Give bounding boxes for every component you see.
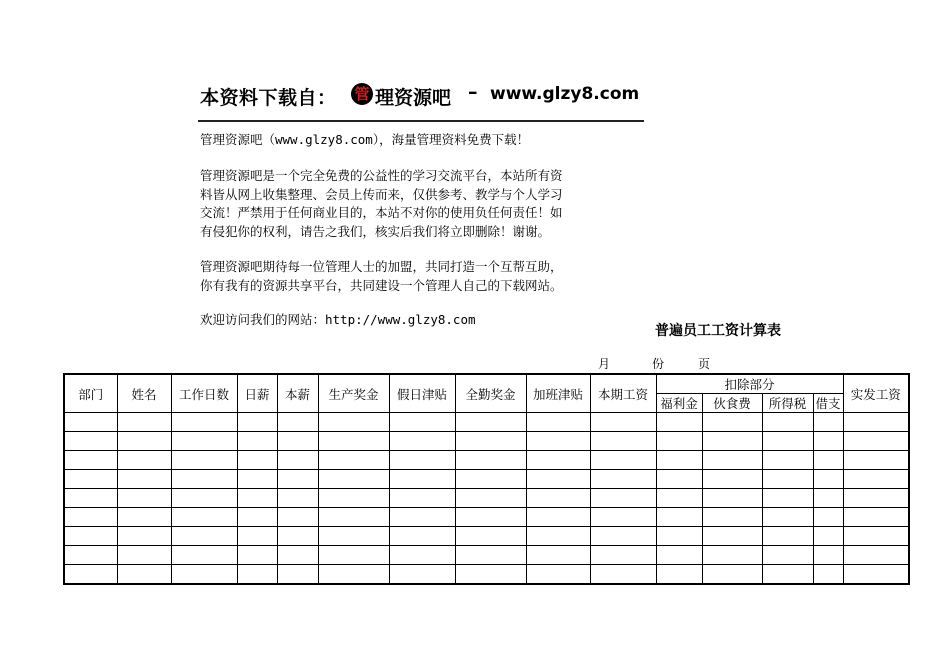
table-cell[interactable] bbox=[318, 527, 389, 546]
wage-table-body bbox=[64, 413, 909, 585]
table-cell[interactable] bbox=[590, 432, 656, 451]
table-cell[interactable] bbox=[389, 508, 455, 527]
table-cell[interactable] bbox=[455, 413, 526, 432]
table-cell[interactable] bbox=[762, 527, 813, 546]
table-cell[interactable] bbox=[526, 413, 590, 432]
table-cell[interactable] bbox=[455, 527, 526, 546]
table-cell[interactable] bbox=[843, 470, 909, 489]
table-cell[interactable] bbox=[843, 451, 909, 470]
table-cell[interactable] bbox=[702, 470, 762, 489]
table-cell[interactable] bbox=[702, 508, 762, 527]
intro-text: 管理资源吧（www.glzy8.com），海量管理资料免费下载！ bbox=[200, 132, 530, 147]
table-cell[interactable] bbox=[117, 470, 171, 489]
table-cell[interactable] bbox=[656, 565, 702, 585]
table-cell[interactable] bbox=[762, 470, 813, 489]
table-cell[interactable] bbox=[277, 432, 318, 451]
table-cell[interactable] bbox=[843, 413, 909, 432]
download-banner bbox=[198, 80, 644, 110]
table-cell[interactable] bbox=[277, 489, 318, 508]
table-cell[interactable] bbox=[813, 432, 843, 451]
logo-char: 管 bbox=[354, 85, 370, 103]
table-cell[interactable] bbox=[590, 546, 656, 565]
invite-line: 管理资源吧期待每一位管理人士的加盟，共同打造一个互帮互助， bbox=[200, 259, 563, 274]
table-cell[interactable] bbox=[117, 413, 171, 432]
table-cell[interactable] bbox=[455, 508, 526, 527]
table-cell[interactable] bbox=[389, 413, 455, 432]
table-cell[interactable] bbox=[813, 546, 843, 565]
table-cell[interactable] bbox=[590, 527, 656, 546]
sheet-title: 普遍员工工资计算表 bbox=[655, 323, 781, 339]
table-cell[interactable] bbox=[64, 508, 117, 527]
table-cell[interactable] bbox=[843, 508, 909, 527]
table-cell[interactable] bbox=[813, 489, 843, 508]
table-cell[interactable] bbox=[813, 527, 843, 546]
table-cell[interactable] bbox=[762, 413, 813, 432]
table-cell[interactable] bbox=[762, 432, 813, 451]
table-cell[interactable] bbox=[277, 508, 318, 527]
banner-divider bbox=[198, 120, 644, 122]
table-cell[interactable] bbox=[389, 527, 455, 546]
table-cell[interactable] bbox=[656, 489, 702, 508]
table-cell[interactable] bbox=[702, 565, 762, 585]
table-cell[interactable] bbox=[843, 432, 909, 451]
table-cell[interactable] bbox=[656, 432, 702, 451]
disclaimer-line: 管理资源吧是一个完全免费的公益性的学习交流平台，本站所有资 bbox=[200, 168, 563, 183]
header-deductions: 扣除部分 bbox=[656, 374, 843, 394]
table-cell[interactable] bbox=[389, 451, 455, 470]
page-label: 页 bbox=[698, 357, 711, 371]
table-cell[interactable] bbox=[590, 470, 656, 489]
table-cell[interactable] bbox=[656, 546, 702, 565]
table-cell[interactable] bbox=[64, 565, 117, 585]
table-cell[interactable] bbox=[171, 470, 237, 489]
table-cell[interactable] bbox=[843, 546, 909, 565]
table-cell[interactable] bbox=[389, 565, 455, 585]
table-cell[interactable] bbox=[117, 508, 171, 527]
table-cell[interactable] bbox=[455, 451, 526, 470]
table-cell[interactable] bbox=[813, 508, 843, 527]
table-row bbox=[64, 451, 909, 470]
invite-line: 你有我有的资源共享平台，共同建设一个管理人自己的下载网站。 bbox=[200, 277, 563, 293]
table-cell[interactable] bbox=[656, 451, 702, 470]
table-row bbox=[64, 527, 909, 546]
table-cell[interactable] bbox=[237, 489, 277, 508]
table-cell[interactable] bbox=[813, 470, 843, 489]
table-cell[interactable] bbox=[843, 565, 909, 585]
table-cell[interactable] bbox=[171, 565, 237, 585]
banner-title: 本资料下载自： bbox=[200, 87, 337, 109]
table-cell[interactable] bbox=[117, 432, 171, 451]
table-row bbox=[64, 546, 909, 565]
table-cell[interactable] bbox=[590, 451, 656, 470]
table-cell[interactable] bbox=[171, 508, 237, 527]
table-cell[interactable] bbox=[762, 489, 813, 508]
table-row bbox=[64, 508, 909, 527]
table-row bbox=[64, 489, 909, 508]
table-cell[interactable] bbox=[702, 451, 762, 470]
table-cell[interactable] bbox=[277, 413, 318, 432]
table-cell[interactable] bbox=[702, 432, 762, 451]
table-cell[interactable] bbox=[318, 470, 389, 489]
header-name: 姓名 bbox=[117, 374, 171, 413]
header-overtime-allowance: 加班津贴 bbox=[526, 374, 590, 413]
table-cell[interactable] bbox=[64, 432, 117, 451]
header-daily-wage: 日薪 bbox=[237, 374, 277, 413]
table-cell[interactable] bbox=[526, 527, 590, 546]
table-cell[interactable] bbox=[64, 489, 117, 508]
table-cell[interactable] bbox=[702, 546, 762, 565]
header-holiday-allowance: 假日津贴 bbox=[389, 374, 455, 413]
month-label: 月 bbox=[598, 357, 611, 371]
table-cell[interactable] bbox=[526, 546, 590, 565]
table-cell[interactable] bbox=[318, 508, 389, 527]
table-cell[interactable] bbox=[171, 527, 237, 546]
table-row bbox=[64, 565, 909, 585]
header-net-pay: 实发工资 bbox=[843, 374, 909, 413]
table-cell[interactable] bbox=[64, 413, 117, 432]
table-cell[interactable] bbox=[526, 451, 590, 470]
header-base-pay: 本薪 bbox=[277, 374, 318, 413]
table-cell[interactable] bbox=[389, 489, 455, 508]
table-cell[interactable] bbox=[117, 527, 171, 546]
invite-paragraph bbox=[200, 258, 650, 295]
table-cell[interactable] bbox=[656, 413, 702, 432]
table-cell[interactable] bbox=[237, 413, 277, 432]
brand-logo-icon bbox=[351, 83, 373, 105]
table-cell[interactable] bbox=[277, 527, 318, 546]
table-cell[interactable] bbox=[318, 546, 389, 565]
table-cell[interactable] bbox=[656, 470, 702, 489]
table-cell[interactable] bbox=[843, 489, 909, 508]
table-cell[interactable] bbox=[702, 527, 762, 546]
table-cell[interactable] bbox=[318, 413, 389, 432]
header-workdays: 工作日数 bbox=[171, 374, 237, 413]
table-cell[interactable] bbox=[277, 565, 318, 585]
table-cell[interactable] bbox=[318, 432, 389, 451]
table-cell[interactable] bbox=[455, 432, 526, 451]
table-cell[interactable] bbox=[389, 470, 455, 489]
table-cell[interactable] bbox=[117, 546, 171, 565]
table-cell[interactable] bbox=[237, 527, 277, 546]
wage-table bbox=[63, 373, 910, 585]
table-cell[interactable] bbox=[237, 546, 277, 565]
visit-line[interactable]: 欢迎访问我们的网站：http://www.glzy8.com bbox=[200, 312, 476, 327]
header-period-wage: 本期工资 bbox=[590, 374, 656, 413]
table-cell[interactable] bbox=[455, 489, 526, 508]
header-attendance-bonus: 全勤奖金 bbox=[455, 374, 526, 413]
table-cell[interactable] bbox=[171, 489, 237, 508]
table-cell[interactable] bbox=[590, 489, 656, 508]
table-cell[interactable] bbox=[64, 546, 117, 565]
table-cell[interactable] bbox=[702, 489, 762, 508]
table-cell[interactable] bbox=[590, 413, 656, 432]
table-cell[interactable] bbox=[455, 565, 526, 585]
table-cell[interactable] bbox=[237, 508, 277, 527]
table-cell[interactable] bbox=[117, 565, 171, 585]
table-cell[interactable] bbox=[318, 451, 389, 470]
banner-dash: – bbox=[468, 81, 478, 103]
intro-line bbox=[200, 131, 650, 150]
header-welfare: 福利金 bbox=[656, 394, 702, 413]
table-cell[interactable] bbox=[762, 546, 813, 565]
table-cell[interactable] bbox=[455, 546, 526, 565]
table-cell[interactable] bbox=[237, 432, 277, 451]
banner-brand: 理资源吧 bbox=[375, 87, 452, 109]
header-department: 部门 bbox=[64, 374, 117, 413]
table-cell[interactable] bbox=[277, 546, 318, 565]
table-cell[interactable] bbox=[762, 451, 813, 470]
table-cell[interactable] bbox=[526, 565, 590, 585]
table-cell[interactable] bbox=[526, 489, 590, 508]
table-cell[interactable] bbox=[277, 470, 318, 489]
table-row bbox=[64, 432, 909, 451]
header-meals: 伙食费 bbox=[702, 394, 762, 413]
disclaimer-line: 料皆从网上收集整理、会员上传而来，仅供参考、教学与个人学习 bbox=[200, 186, 563, 202]
table-cell[interactable] bbox=[762, 508, 813, 527]
header-income-tax: 所得税 bbox=[762, 394, 813, 413]
table-cell[interactable] bbox=[318, 489, 389, 508]
header-advance: 借支 bbox=[813, 394, 843, 413]
table-cell[interactable] bbox=[237, 565, 277, 585]
table-cell[interactable] bbox=[171, 546, 237, 565]
table-cell[interactable] bbox=[64, 451, 117, 470]
fen-label: 份 bbox=[652, 357, 665, 371]
table-cell[interactable] bbox=[64, 470, 117, 489]
disclaimer-line: 有侵犯你的权利，请告之我们，核实后我们将立即删除！谢谢。 bbox=[200, 223, 551, 239]
table-cell[interactable] bbox=[590, 565, 656, 585]
table-cell[interactable] bbox=[117, 451, 171, 470]
table-cell[interactable] bbox=[590, 508, 656, 527]
table-cell[interactable] bbox=[318, 565, 389, 585]
table-cell[interactable] bbox=[455, 470, 526, 489]
table-cell[interactable] bbox=[813, 451, 843, 470]
disclaimer-paragraph bbox=[200, 167, 650, 241]
table-cell[interactable] bbox=[237, 470, 277, 489]
table-cell[interactable] bbox=[656, 527, 702, 546]
table-cell[interactable] bbox=[277, 451, 318, 470]
table-cell[interactable] bbox=[526, 508, 590, 527]
table-cell[interactable] bbox=[171, 451, 237, 470]
table-cell[interactable] bbox=[843, 527, 909, 546]
table-cell[interactable] bbox=[389, 546, 455, 565]
disclaimer-line: 交流！严禁用于任何商业目的，本站不对你的使用负任何责任！如 bbox=[200, 205, 563, 220]
header-production-bonus: 生产奖金 bbox=[318, 374, 389, 413]
table-row bbox=[64, 413, 909, 432]
table-cell[interactable] bbox=[656, 508, 702, 527]
table-cell[interactable] bbox=[526, 432, 590, 451]
table-cell[interactable] bbox=[813, 413, 843, 432]
table-cell[interactable] bbox=[389, 432, 455, 451]
table-cell[interactable] bbox=[117, 489, 171, 508]
table-cell[interactable] bbox=[526, 470, 590, 489]
table-cell[interactable] bbox=[762, 565, 813, 585]
visit-paragraph bbox=[200, 311, 650, 330]
table-cell[interactable] bbox=[171, 413, 237, 432]
table-row bbox=[64, 470, 909, 489]
table-cell[interactable] bbox=[237, 451, 277, 470]
table-cell[interactable] bbox=[813, 565, 843, 585]
table-cell[interactable] bbox=[702, 413, 762, 432]
table-cell[interactable] bbox=[171, 432, 237, 451]
table-cell[interactable] bbox=[64, 527, 117, 546]
banner-url-link[interactable]: www.glzy8.com bbox=[490, 84, 640, 104]
